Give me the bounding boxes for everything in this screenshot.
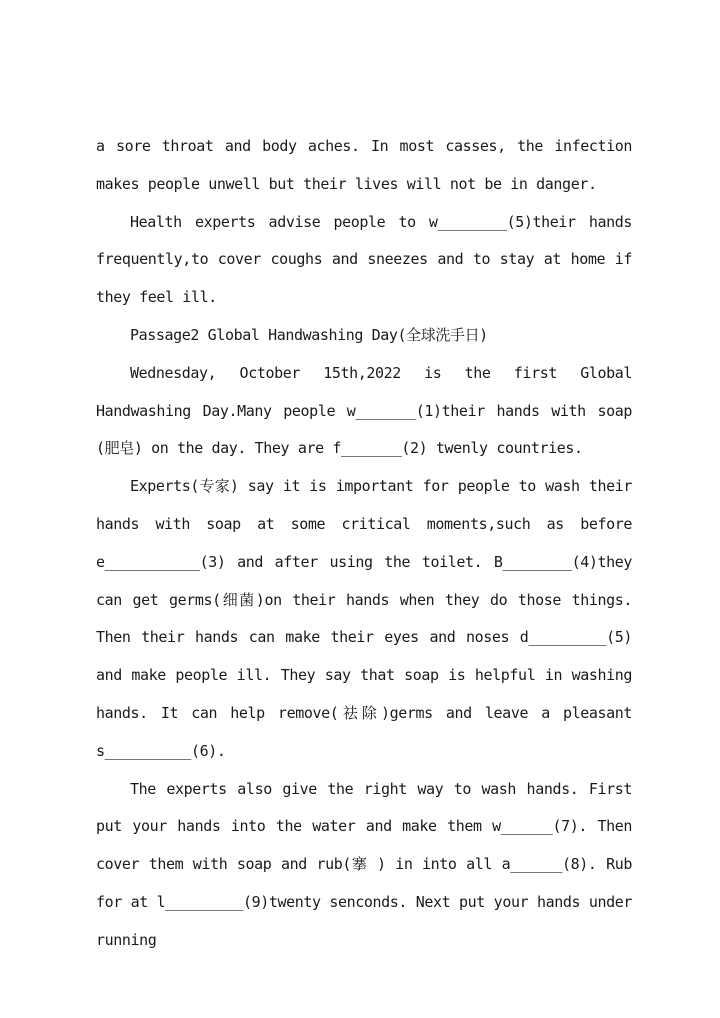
passage-text [96,128,632,960]
passage-2-title: Passage2 Global Handwashing Day(全球洗手日) [130,325,488,344]
paragraph-experts-soap: Experts(专家) say it is important for people to wash their hands with soap at some critical moments,such as before e___________(3) and after using the toilet. B________(4)they can get germs(细菌)on their hands when they do those things. Then their hands can make their eyes and noses d_________(5) and make people ill. They say that soap is helpful in washing hands. It can help remove(祛除)germs and leave a pleasant s__________(6). [96,477,632,760]
paragraph-health-experts: Health experts advise people to w________(5)their hands frequently,to cover coughs and sneezes and to stay at home if they feel ill. [96,212,632,307]
paragraph-handwashing-day: Wednesday, October 15th,2022 is the first Global Handwashing Day.Many people w_______(1)their hands with soap (肥皂) on the day. They are f_______(2) twenly countries. [96,363,632,458]
paragraph-infection-continued: a sore throat and body aches. In most casses, the infection makes people unwell but their lives will not be in danger. [96,137,632,193]
paragraph-wash-steps: The experts also give the right way to wash hands. First put your hands into the water and make them w______(7). Then cover them with soap and rub(搴 ) in into all a______(8). Rub for at l_________(9)twenty senconds. Next put your hands under running [96,779,632,949]
